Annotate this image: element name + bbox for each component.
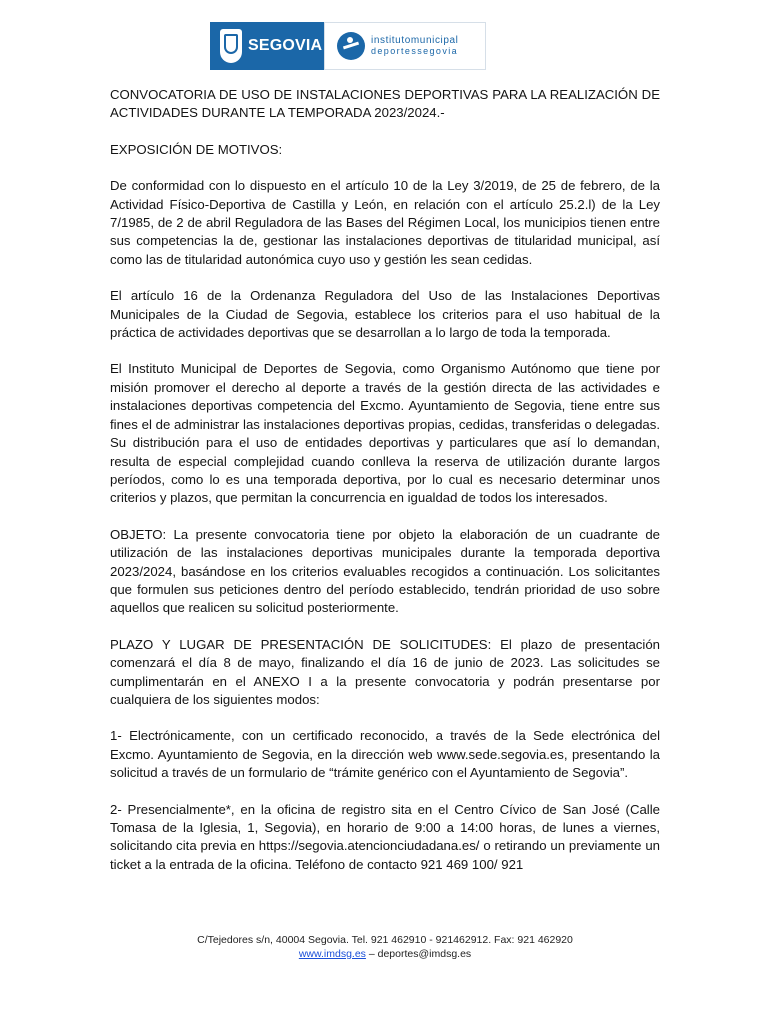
paragraph-in-person-submission: 2- Presencialmente*, en la oficina de registro sita en el Centro Cívico de San José (Calle Tomasa de la Iglesia, 1, Segovia), en horario de 9:00 a 14:00 horas, de lunes a viernes, solicitando cita previa en https://segovia.atencionciudadana.es/ o retirando un previamente un ticket a la entrada de la oficina. Teléfono de contacto 921 469 100/ 921 xyxy=(110,801,660,872)
footer-address: C/Tejedores s/n, 40004 Segovia. Tel. 921 462910 - 921462912. Fax: 921 462920 xyxy=(197,934,573,946)
institute-logo xyxy=(324,22,486,70)
paragraph-electronic-submission: 1- Electrónicamente, con un certificado reconocido, a través de la Sede electrónica del Excmo. Ayuntamiento de Segovia, en la dirección web www.sede.segovia.es, presentando la solicitud a través de un formulario de “trámite genérico con el Ayuntamiento de Segovia”. xyxy=(110,728,660,781)
segovia-logo xyxy=(210,22,324,70)
document-body xyxy=(110,86,660,892)
paragraph-deadline: PLAZO Y LUGAR DE PRESENTACIÓN DE SOLICITUDES: El plazo de presentación comenzará el día 8 de mayo, finalizando el día 16 de junio de 2023. Las solicitudes se cumplimentarán en el ANEXO I a la presente convocatoria y podrán presentarse por cualquiera de los siguientes modos: xyxy=(110,636,660,707)
header-logos xyxy=(210,22,486,70)
paragraph-objective: OBJETO: La presente convocatoria tiene por objeto la elaboración de un cuadrante de utilización de las instalaciones deportivas municipales durante la temporada deportiva 2023/2024, basándose en los criterios evaluables recogidos a continuación. Los solicitantes que formulen sus peticiones dentro del período establecido, tendrán prioridad de uso sobre aquellos que realicen su solicitud posteriormente. xyxy=(110,526,660,616)
section-heading: EXPOSICIÓN DE MOTIVOS: xyxy=(110,141,283,157)
city-name: SEGOVIA xyxy=(248,37,323,54)
institute-name-line1: institutomunicipal xyxy=(371,35,459,46)
document-title: CONVOCATORIA DE USO DE INSTALACIONES DEPORTIVAS PARA LA REALIZACIÓN DE ACTIVIDADES DURANTE LA TEMPORADA 2023/2024.- xyxy=(110,87,660,121)
footer-contact xyxy=(0,947,770,961)
paragraph-legal-basis: De conformidad con lo dispuesto en el artículo 10 de la Ley 3/2019, de 25 de febrero, de la Actividad Físico-Deportiva de Castilla y León, en relación con el artículo 25.2.l) de la Ley 7/1985, de 2 de abril Reguladora de las Bases del Régimen Local, los municipios tienen entre sus competencias la de, gestionar las instalaciones deportivas de titularidad municipal, así como las de titularidad autonómica cuyo uso y gestión les sean cedidas. xyxy=(110,178,660,267)
institute-name-line2: deportessegovia xyxy=(371,46,459,56)
paragraph-institute: El Instituto Municipal de Deportes de Segovia, como Organismo Autónomo que tiene por misión promover el derecho al deporte a través de la gestión directa de las actividades e instalaciones deportivas competencia del Excmo. Ayuntamiento de Segovia, tiene entre sus fines el de administrar las instalaciones deportivas propias, cedidas, transferidas o delegadas. Su distribución para el uso de entidades deportivas y particulares que así lo demandan, resulta de especial complejidad cuando conlleva la reserva de utilización durante largos períodos, como lo es una temporada deportiva, por lo cual es necesario determinar unos criterios y plazos, que permitan la concurrencia en igualdad de todos los interesados. xyxy=(110,361,660,506)
athlete-icon xyxy=(337,32,365,60)
coat-of-arms-icon xyxy=(220,29,242,63)
website-link[interactable]: www.imdsg.es xyxy=(298,948,366,960)
footer-email: deportes@imdsg.es xyxy=(377,948,472,960)
paragraph-ordinance: El artículo 16 de la Ordenanza Reguladora del Uso de las Instalaciones Deportivas Municipales de la Ciudad de Segovia, establece los criterios para el uso habitual de la práctica de actividades deportivas que se desarrollan a lo largo de toda la temporada. xyxy=(110,288,660,341)
footer-separator: – xyxy=(365,948,378,960)
footer xyxy=(0,933,770,961)
